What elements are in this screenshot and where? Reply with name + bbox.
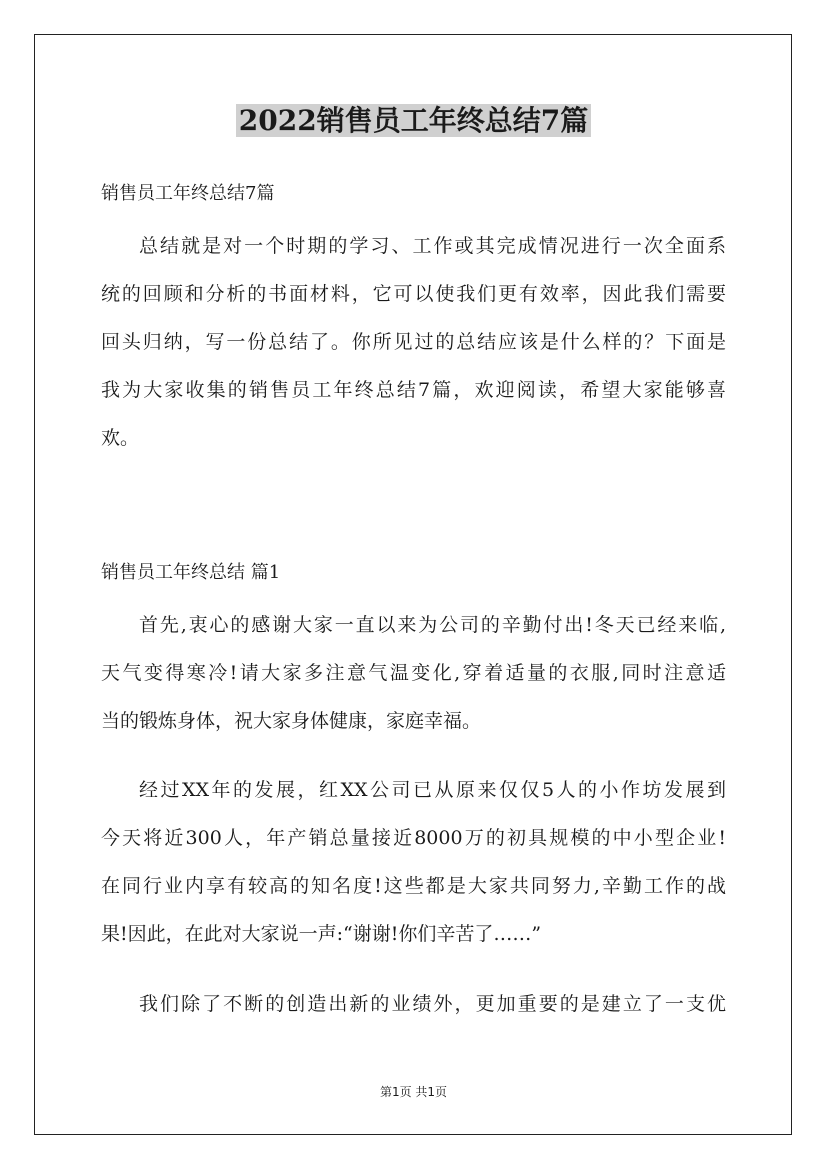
- intro-line: 我为大家收集的销售员工年终总结7篇，欢迎阅读，希望大家能够喜: [101, 379, 726, 401]
- paragraph-line: 果!因此，在此对大家说一声:“谢谢!你们辛苦了……”: [101, 923, 542, 945]
- paragraph-line: 我们除了不断的创造出新的业绩外，更加重要的是建立了一支优: [139, 993, 726, 1015]
- intro-paragraph: [101, 222, 726, 462]
- document-title-text: 2022销售员工年终总结7篇: [236, 104, 591, 137]
- document-title: [0, 99, 827, 143]
- intro-line: 回头归纳，写一份总结了。你所见过的总结应该是什么样的？下面是: [101, 331, 726, 353]
- paragraph-line: 首先,衷心的感谢大家一直以来为公司的辛勤付出!冬天已经来临,: [139, 614, 726, 636]
- intro-line: 欢。: [101, 427, 140, 449]
- paragraph-line: 经过XX年的发展，红XX公司已从原来仅仅5人的小作坊发展到: [139, 779, 726, 801]
- intro-line: 统的回顾和分析的书面材料，它可以使我们更有效率，因此我们需要: [101, 283, 726, 305]
- paragraph-line: 当的锻炼身体，祝大家身体健康，家庭幸福。: [101, 710, 482, 732]
- section-heading: 销售员工年终总结 篇1: [101, 562, 281, 583]
- document-subtitle: 销售员工年终总结7篇: [101, 183, 275, 204]
- paragraph-line: 在同行业内享有较高的知名度!这些都是大家共同努力,辛勤工作的战: [101, 875, 726, 897]
- section1-paragraph-3: [101, 980, 726, 1028]
- section1-paragraph-2: [101, 766, 726, 958]
- intro-line: 总结就是对一个时期的学习、工作或其完成情况进行一次全面系: [139, 235, 726, 257]
- paragraph-line: 天气变得寒冷!请大家多注意气温变化,穿着适量的衣服,同时注意适: [101, 662, 726, 684]
- paragraph-line: 今天将近300人，年产销总量接近8000万的初具规模的中小型企业!: [101, 827, 726, 849]
- page-footer: 第1页 共1页: [379, 1085, 448, 1099]
- section1-paragraph-1: [101, 601, 726, 745]
